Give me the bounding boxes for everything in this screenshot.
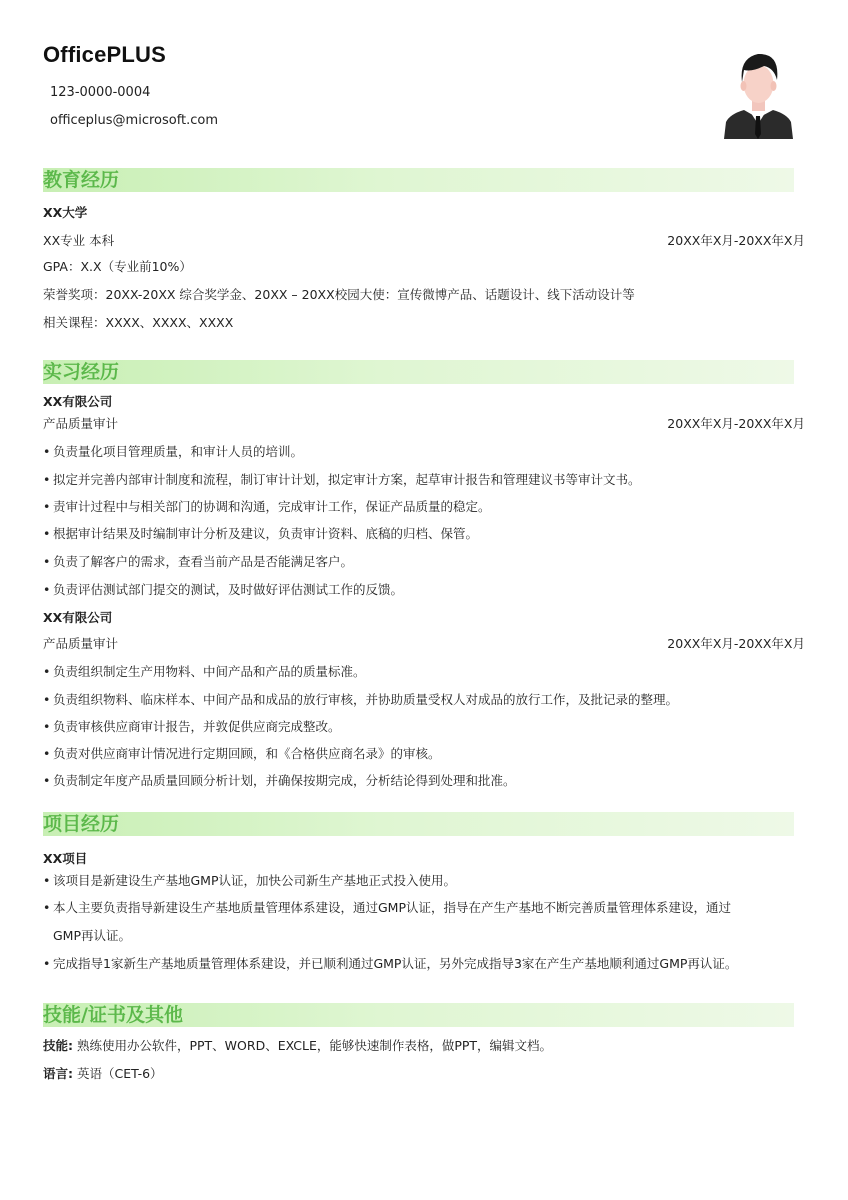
email-address: officeplus@microsoft.com <box>50 113 219 128</box>
list-item: • 负责评估测试部门提交的测试，及时做好评估测试工作的反馈。 <box>43 580 815 600</box>
major: XX专业 本科 <box>43 233 115 248</box>
section-title: 技能/证书及其他 <box>43 1004 183 1026</box>
list-item: • 根据审计结果及时编制审计分析及建议，负责审计资料、底稿的归档、保管。 <box>43 524 815 544</box>
project-name: XX项目 <box>43 851 88 866</box>
list-item: • 完成指导1家新生产基地质量管理体系建设，并已顺利通过GMP认证，另外完成指导3家在产生产基地顺利通过GMP再认证。 <box>43 954 815 974</box>
honors: 荣誉奖项：20XX-20XX 综合奖学金、20XX – 20XX校园大使：宣传微博产品、话题设计、线下活动设计等 <box>43 287 635 302</box>
section-skills <box>43 1003 794 1027</box>
list-item: • 拟定并完善内部审计制度和流程，制订审计计划，拟定审计方案，起草审计报告和管理建议书等审计文书。 <box>43 470 815 490</box>
list-item: • 负责组织物料、临床样本、中间产品和成品的放行审核，并协助质量受权人对成品的放行工作，及批记录的整理。 <box>43 690 815 710</box>
job-role: 产品质量审计 <box>43 636 119 651</box>
phone-number: 123-0000-0004 <box>50 85 151 100</box>
section-title: 教育经历 <box>43 169 120 191</box>
school-name: XX大学 <box>43 205 88 220</box>
section-education <box>43 168 794 192</box>
skills-row <box>43 1036 805 1056</box>
major-row <box>43 231 805 251</box>
language-text: 英语（CET-6） <box>73 1066 163 1081</box>
section-internship <box>43 360 794 384</box>
company-name: XX有限公司 <box>43 610 113 625</box>
section-project <box>43 812 794 836</box>
list-item: • 该项目是新建设生产基地GMP认证，加快公司新生产基地正式投入使用。 <box>43 871 815 891</box>
list-item: • 负责组织制定生产用物料、中间产品和产品的质量标准。 <box>43 662 815 682</box>
list-item: • 负责审核供应商审计报告，并敦促供应商完成整改。 <box>43 717 815 737</box>
gpa: GPA：X.X（专业前10%） <box>43 259 192 274</box>
language-row <box>43 1064 805 1084</box>
list-item-continuation: GMP再认证。 <box>53 928 132 943</box>
list-item: • 负责对供应商审计情况进行定期回顾，和《合格供应商名录》的审核。 <box>43 744 815 764</box>
section-title: 项目经历 <box>43 813 120 835</box>
person-avatar-icon <box>722 44 795 139</box>
job-role: 产品质量审计 <box>43 416 119 431</box>
role-row <box>43 414 805 434</box>
courses: 相关课程：XXXX、XXXX、XXXX <box>43 315 234 330</box>
role-row <box>43 634 805 654</box>
list-item: • 责审计过程中与相关部门的协调和沟通，完成审计工作，保证产品质量的稳定。 <box>43 497 815 517</box>
language-label: 语言: <box>43 1066 73 1081</box>
list-item: • 本人主要负责指导新建设生产基地质量管理体系建设，通过GMP认证，指导在产生产基地不断完善质量管理体系建设，通过 <box>43 898 815 918</box>
list-item: • 负责制定年度产品质量回顾分析计划，并确保按期完成，分析结论得到处理和批准。 <box>43 771 815 791</box>
job-date: 20XX年X月-20XX年X月 <box>667 636 805 651</box>
skills-text: 熟练使用办公软件，PPT、WORD、EXCLE，能够快速制作表格，做PPT，编辑文档。 <box>73 1038 553 1053</box>
list-item: • 负责了解客户的需求，查看当前产品是否能满足客户。 <box>43 552 815 572</box>
skills-label: 技能: <box>43 1038 73 1053</box>
candidate-name: OfficePLUS <box>43 42 167 67</box>
job-date: 20XX年X月-20XX年X月 <box>667 416 805 431</box>
section-title: 实习经历 <box>43 361 120 383</box>
company-name: XX有限公司 <box>43 394 113 409</box>
education-date: 20XX年X月-20XX年X月 <box>667 233 805 248</box>
list-item: • 负责量化项目管理质量，和审计人员的培训。 <box>43 442 815 462</box>
